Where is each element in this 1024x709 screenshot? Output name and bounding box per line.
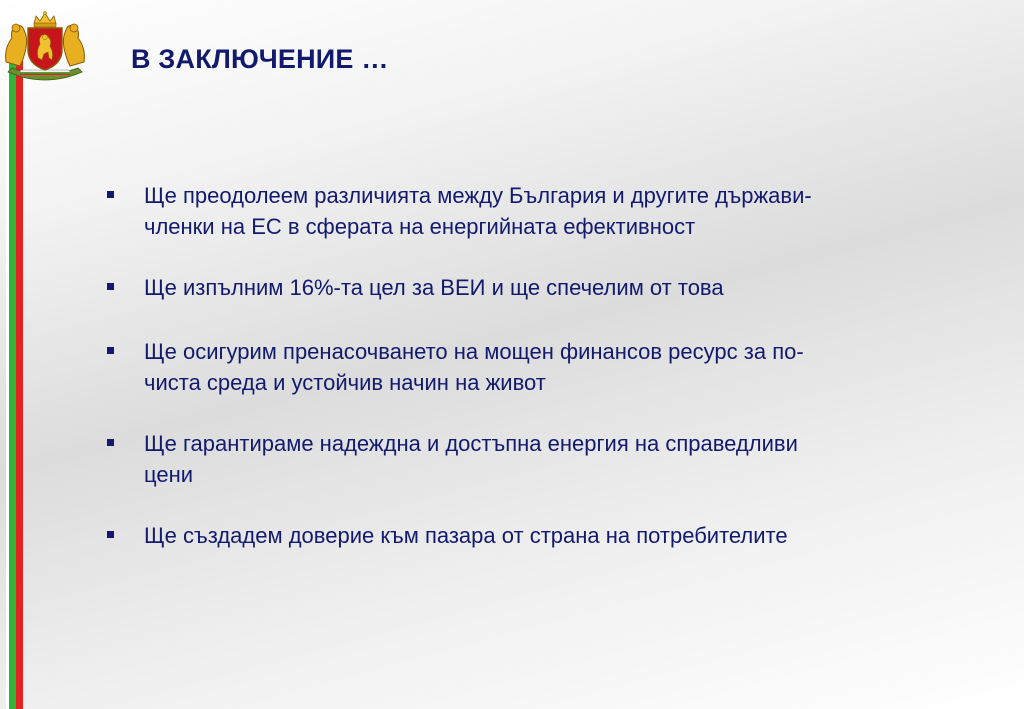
list-item — [104, 428, 984, 490]
square-bullet-icon — [107, 283, 114, 290]
list-item — [104, 336, 984, 398]
bullet-text: Ще преодолеем различията между България и другите държави- членки на ЕС в сферата на енергийната ефективност — [144, 183, 812, 239]
list-item — [104, 272, 984, 303]
bullet-list — [104, 180, 984, 581]
flag-stripe-green — [9, 58, 16, 709]
flag-stripe — [6, 58, 23, 709]
square-bullet-icon — [107, 439, 114, 446]
square-bullet-icon — [107, 191, 114, 198]
square-bullet-icon — [107, 347, 114, 354]
list-item — [104, 180, 984, 242]
coat-of-arms-icon — [2, 8, 88, 84]
slide-title: В ЗАКЛЮЧЕНИЕ … — [131, 44, 389, 74]
flag-stripe-red — [16, 58, 23, 709]
bullet-text: Ще гарантираме надеждна и достъпна енергия на справедливи цени — [144, 431, 798, 487]
list-item — [104, 520, 984, 551]
square-bullet-icon — [107, 531, 114, 538]
bullet-text: Ще изпълним 16%-та цел за ВЕИ и ще спечелим от това — [144, 275, 724, 300]
bullet-text: Ще създадем доверие към пазара от страна на потребителите — [144, 523, 788, 548]
bullet-text: Ще осигурим пренасочването на мощен финансов ресурс за по- чиста среда и устойчив начин на живот — [144, 339, 804, 395]
